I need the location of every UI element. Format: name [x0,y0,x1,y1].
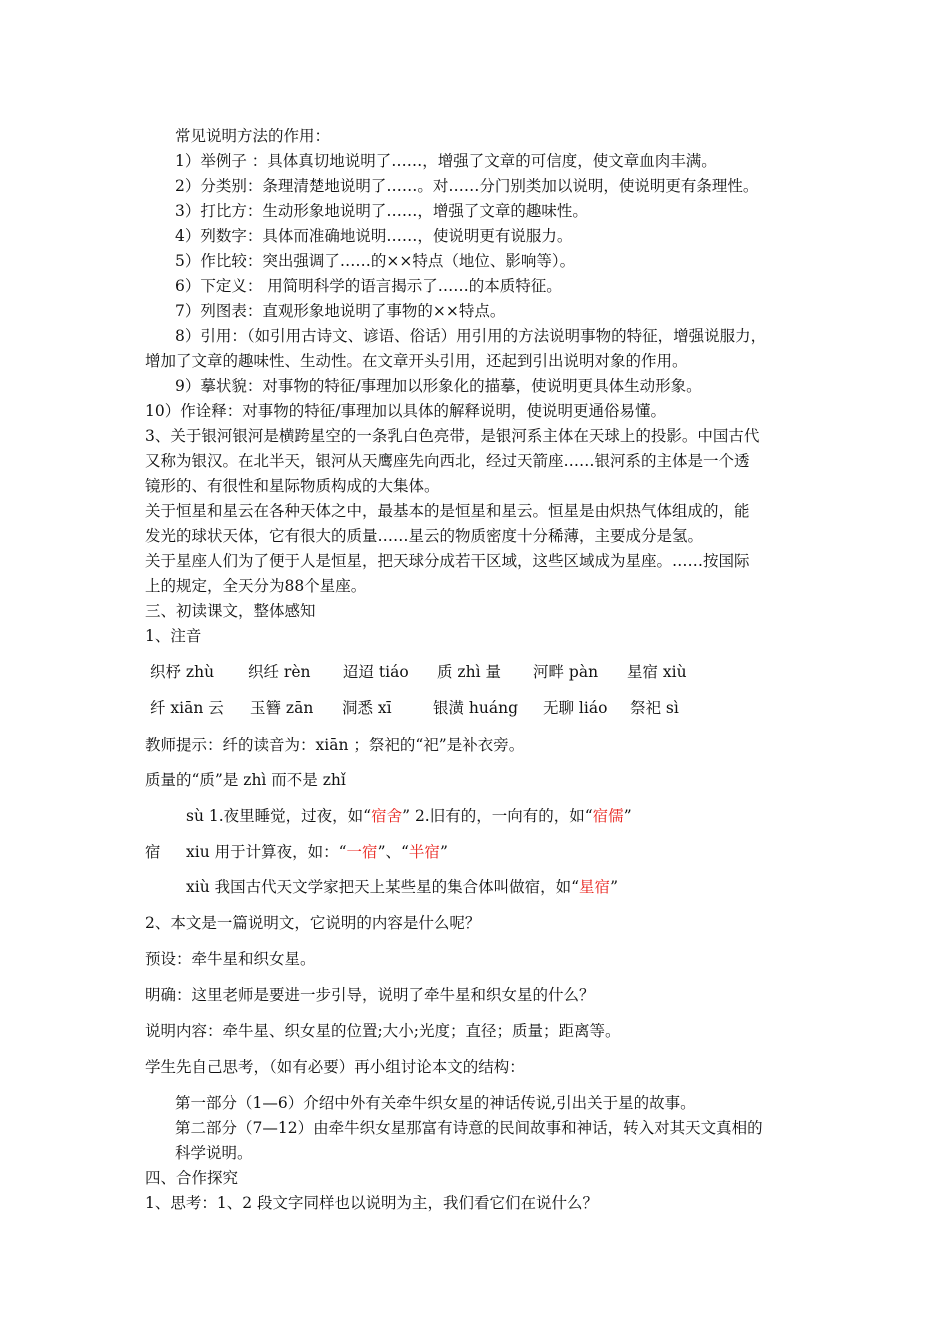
constellation-text: 关于星座人们为了便于人是恒星，把天球分成若干区域，这些区域成为星座。……按国际 [145,552,750,570]
example-word: 宿儒 [592,807,624,825]
preset-answer: 预设：牵牛星和织女星。 [145,950,316,968]
structure-part-1: 第一部分（1—6）介绍中外有关牵牛织女星的神话传说,引出关于星的故事。 [175,1094,696,1112]
pinyin-word: 玉簪 zān [250,699,314,717]
galaxy-text: 又称为银汉。在北半天，银河从天鹰座先向西北，经过天箭座……银河系的主体是一个透 [145,452,750,470]
method-item: 7）列图表：直观形象地说明了事物的××特点。 [175,302,506,320]
method-item: 1）举例子 ：具体真切地说明了……，增强了文章的可信度，使文章血肉丰满。 [175,152,717,170]
structure-part-2-line2: 科学说明。 [175,1144,253,1162]
xiu-text: xiu 用于计算夜，如：“ [186,843,347,861]
xiu-text: ”、“ [377,843,409,861]
section-4-title: 四、合作探究 [145,1169,239,1187]
example-word: 星宿 [579,878,611,896]
xiu-text: ” [439,843,448,861]
structure-part-2-line1: 第二部分（7—12）由牵牛织女星那富有诗意的民间故事和神话，转入对其天文真相的 [175,1119,763,1137]
example-word: 宿舍 [371,807,403,825]
method-item-9: 9）摹状貌：对事物的特征/事理加以形象化的描摹，使说明更具体生动形象。 [175,377,702,395]
section-3-title: 三、初读课文，整体感知 [145,602,316,620]
content-text: 说明内容：牵牛星、织女星的位置;大小;光度；直径；质量；距离等。 [145,1022,621,1040]
su-text: sù 1.夜里睡觉，过夜，如“ [186,807,372,825]
methods-heading: 常见说明方法的作用： [175,127,331,145]
method-item-8-line2: 增加了文章的趣味性、生动性。在文章开头引用，还起到引出说明对象的作用。 [145,352,688,370]
star-text: 发光的球状天体，它有很大的质量……星云的物质密度十分稀薄，主要成分是氢。 [145,527,704,545]
pinyin-word: 祭祀 sì [630,699,679,717]
xiu4-meaning-line [186,877,618,897]
pinyin-word: 迢迢 tiáo [343,663,409,681]
su-text: ” [623,807,632,825]
pinyin-word: 质 zhì 量 [437,663,501,681]
galaxy-text: 镜形的、有很性和星际物质构成的大集体。 [145,477,440,495]
xiu-meaning-line [186,842,448,862]
teacher-tip: 教师提示：纤的读音为：xiān ；祭祀的“祀”是补衣旁。 [145,736,525,754]
method-item-10: 10）作诠释：对事物的特征/事理加以具体的解释说明，使说明更通俗易懂。 [145,402,666,420]
method-item: 2）分类别：条理清楚地说明了……。对……分门别类加以说明，使说明更有条理性。 [175,177,759,195]
example-word: 半宿 [408,843,440,861]
method-item: 5）作比较：突出强调了……的××特点（地位、影响等）。 [175,252,576,270]
section-4-question-1: 1、思考：1、2 段文字同样也以说明为主，我们看它们在说什么？ [145,1194,599,1212]
galaxy-text: 3、关于银河银河是横跨星空的一条乳白色亮带，是银河系主体在天球上的投影。中国古代 [145,427,760,445]
clarify-text: 明确：这里老师是要进一步引导，说明了牵牛星和织女星的什么？ [145,986,595,1004]
method-item-8-line1: 8）引用：（如引用古诗文、谚语、俗话）用引用的方法说明事物的特征，增强说服力， [175,327,767,345]
quality-tip: 质量的“质”是 zhì 而不是 zhǐ [145,771,346,789]
pinyin-word: 纤 xiān 云 [150,699,224,717]
star-text: 关于恒星和星云在各种天体之中，最基本的是恒星和星云。恒星是由炽热气体组成的，能 [145,502,750,520]
pinyin-word: 星宿 xiù [627,663,687,681]
pinyin-word: 无聊 liáo [543,699,608,717]
question-2: 2、本文是一篇说明文，它说明的内容是什么呢？ [145,914,481,932]
pinyin-word: 织杼 zhù [150,663,215,681]
xiu-char: 宿 [145,843,161,861]
pinyin-title: 1、注音 [145,627,202,645]
method-item: 6）下定义： 用简明科学的语言揭示了……的本质特征。 [175,277,562,295]
pinyin-word: 洞悉 xī [342,699,392,717]
constellation-text: 上的规定，全天分为88个星座。 [145,577,367,595]
su-meaning-line [186,806,632,826]
method-item: 4）列数字：具体而准确地说明……，使说明更有说服力。 [175,227,573,245]
xiu4-text: xiù 我国古代天文学家把天上某些星的集合体叫做宿，如“ [186,878,580,896]
pinyin-word: 银潢 huáng [433,699,519,717]
xiu4-text: ” [610,878,618,896]
method-item: 3）打比方：生动形象地说明了……，增强了文章的趣味性。 [175,202,588,220]
su-text: ” 2.旧有的，一向有的，如“ [402,807,593,825]
think-text: 学生先自己思考，（如有必要）再小组讨论本文的结构： [145,1058,525,1076]
example-word: 一宿 [346,843,378,861]
pinyin-word: 织纴 rèn [248,663,311,681]
pinyin-word: 河畔 pàn [533,663,599,681]
